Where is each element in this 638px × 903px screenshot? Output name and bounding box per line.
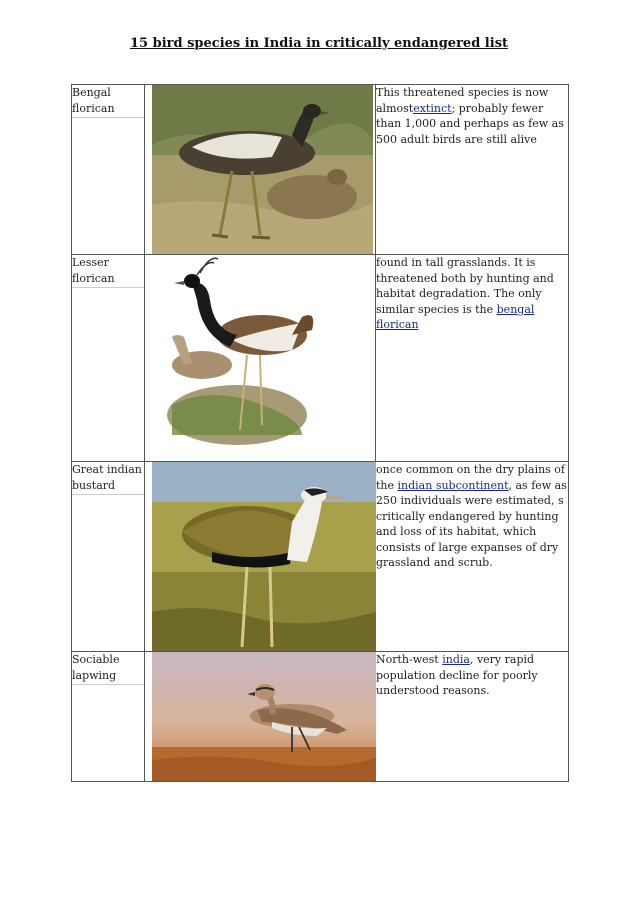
bengal-florican-link[interactable]: bengal florican bbox=[376, 302, 535, 331]
table-row bbox=[72, 255, 569, 462]
bengal-florican-image bbox=[152, 85, 373, 254]
bird-name: Lesser florican bbox=[72, 255, 144, 288]
bird-description: This threatened species is now almostextinct; probably fewer than 1,000 and perhaps as few as 500 adult birds are still alive bbox=[376, 85, 569, 255]
bird-name: Sociable lapwing bbox=[72, 652, 144, 685]
bird-description: North-west india, very rapid population decline for poorly understood reasons. bbox=[376, 652, 569, 782]
table-row bbox=[72, 652, 569, 782]
table-row bbox=[72, 462, 569, 652]
bird-table bbox=[71, 84, 569, 782]
bird-name-cell bbox=[72, 255, 145, 462]
lesser-florican-image bbox=[152, 255, 327, 455]
bird-name-cell bbox=[72, 652, 145, 782]
bird-image-cell bbox=[145, 462, 376, 652]
bird-description: found in tall grasslands. It is threatened both by hunting and habitat degradation. The only similar species is the bengal florican bbox=[376, 255, 569, 462]
sociable-lapwing-image bbox=[152, 652, 376, 781]
bird-description: once common on the dry plains of the indian subcontinent, as few as 250 individuals were estimated, s critically endangered by hunting and loss of its habitat, which consists of large expanses of dry grassland and scrub. bbox=[376, 462, 569, 652]
bird-name-cell bbox=[72, 85, 145, 255]
page-title: 15 bird species in India in critically endangered list bbox=[129, 36, 509, 51]
bird-image-cell bbox=[145, 255, 376, 462]
extinct-link[interactable]: extinct bbox=[413, 101, 452, 115]
great-indian-bustard-image bbox=[152, 462, 376, 651]
bird-name-cell bbox=[72, 462, 145, 652]
indian-subcontinent-link[interactable]: indian subcontinent bbox=[397, 478, 509, 492]
bird-name: Great indian bustard bbox=[72, 462, 144, 495]
india-link[interactable]: india bbox=[442, 653, 470, 666]
bird-image-cell bbox=[145, 652, 376, 782]
bird-image-cell bbox=[145, 85, 376, 255]
table-row bbox=[72, 85, 569, 255]
bird-name: Bengal florican bbox=[72, 85, 144, 118]
